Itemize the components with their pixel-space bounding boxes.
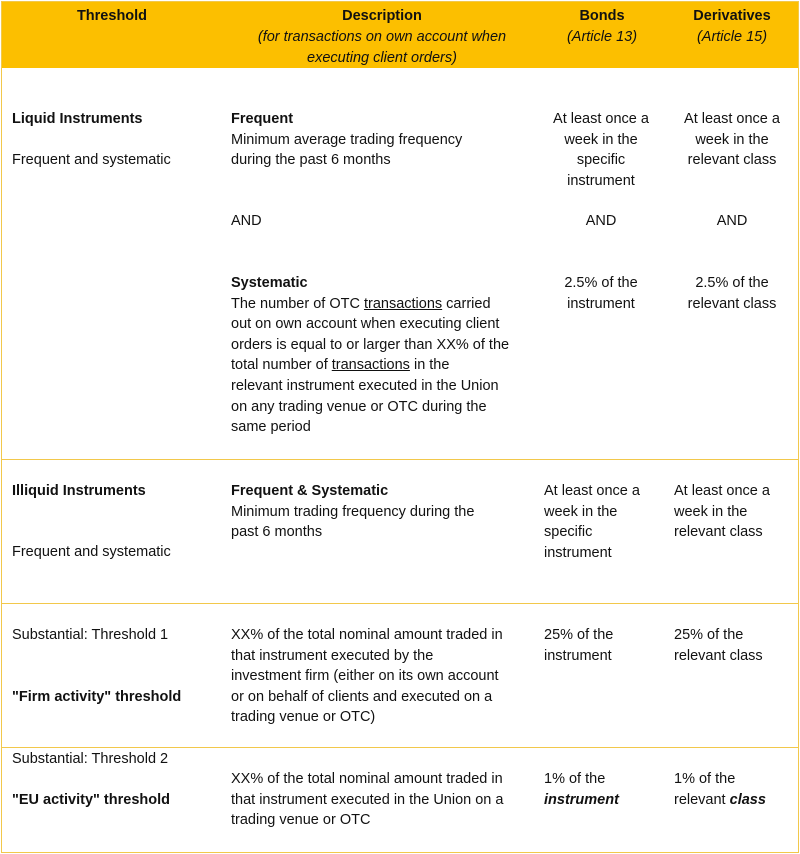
liquid-derivatives-systematic: 2.5% of the relevant class (687, 275, 777, 312)
header-derivatives: Derivatives (Article 15) (693, 8, 771, 45)
liquid-systematic-desc: Systematic The number of OTC transactions carried out on own account when executing client orders is equal to or larger than XX% of the total number of transactions in the relevant instrument executed in the Union on any trading venue or OTC during the same period (231, 275, 510, 436)
substantial2-derivatives: 1% of the relevant class (674, 771, 766, 808)
header-bonds: Bonds (Article 13) (566, 8, 638, 45)
illiquid-title: Illiquid Instruments (12, 483, 146, 499)
row-divider (2, 747, 798, 748)
liquid-and-bonds: AND (585, 213, 617, 229)
row-divider (2, 459, 798, 460)
illiquid-derivatives: At least once a week in the relevant class (674, 483, 770, 541)
substantial2-title: Substantial: Threshold 2 (12, 751, 169, 767)
substantial1-title: Substantial: Threshold 1 (12, 627, 169, 643)
substantial1-subtitle: "Firm activity" threshold (12, 689, 182, 705)
liquid-and-desc: AND (231, 213, 262, 229)
liquid-derivatives-frequency: At least once a week in the relevant class (684, 111, 780, 169)
row-divider (2, 603, 798, 604)
substantial2-subtitle: "EU activity" threshold (12, 792, 170, 808)
substantial1-derivatives: 25% of the relevant class (674, 627, 763, 664)
liquid-and-derivatives: AND (716, 213, 748, 229)
substantial2-bonds: 1% of the instrument (544, 771, 619, 808)
liquid-subtitle: Frequent and systematic (12, 152, 171, 168)
substantial1-desc: XX% of the total nominal amount traded in that instrument executed by the investment firm (either on its own account or on behalf of clients and executed on a trading venue or OTC) (231, 627, 503, 726)
liquid-title: Liquid Instruments (12, 111, 143, 127)
illiquid-bonds: At least once a week in the specific instrument (544, 483, 640, 561)
liquid-frequent-desc: Frequent Minimum average trading frequency during the past 6 months (231, 111, 463, 169)
substantial1-bonds: 25% of the instrument (544, 627, 614, 664)
header-description: Description (for transactions on own account when executing client orders) (257, 8, 507, 66)
liquid-bonds-systematic: 2.5% of the instrument (564, 275, 638, 312)
header-threshold: Threshold (76, 8, 148, 24)
illiquid-subtitle: Frequent and systematic (12, 544, 171, 560)
table-header (2, 2, 798, 68)
illiquid-desc: Frequent & Systematic Minimum trading frequency during the past 6 months (231, 483, 475, 541)
threshold-table (1, 1, 799, 853)
liquid-bonds-frequency: At least once a week in the specific instrument (553, 111, 649, 189)
substantial2-desc: XX% of the total nominal amount traded in that instrument executed in the Union on a trading venue or OTC (231, 771, 504, 829)
